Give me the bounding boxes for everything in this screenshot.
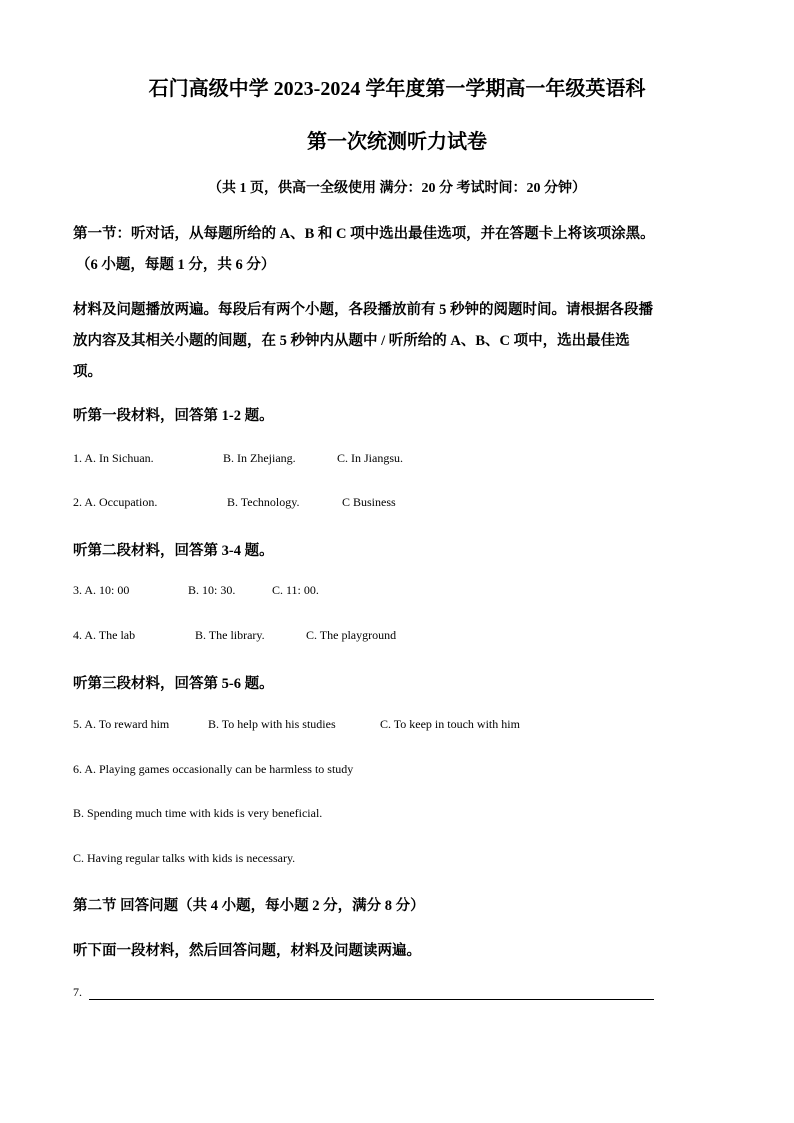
exam-title-line2: 第一次统测听力试卷: [307, 131, 487, 153]
q5-option-a: 5. A. To reward him: [73, 717, 170, 731]
q1-option-b: B. In Zhejiang.: [223, 451, 296, 465]
q3-option-a: 3. A. 10: 00: [73, 583, 130, 597]
q7-answer-line: [89, 999, 654, 1000]
q5-option-c: C. To keep in touch with him: [380, 717, 520, 731]
section2-heading: 第二节 回答问题（共 4 小题，每小题 2 分，满分 8 分）: [73, 898, 425, 914]
section1-instruction: 第一节：听对话，从每题所给的 A、B 和 C 项中选出最佳选项，并在答题卡上将该项涂黑。: [73, 226, 655, 242]
q7-label: 7.: [73, 985, 82, 999]
q6-option-c-text: C. Having regular talks with kids is necessary.: [73, 851, 296, 865]
section1-scoring: （6 小题，每题 1 分，共 6 分）: [76, 257, 276, 273]
part3-heading: 听第三段材料，回答第 5-6 题。: [73, 676, 274, 692]
exam-subtitle: （共 1 页，供高一全级使用 满分：20 分 考试时间：20 分钟）: [208, 181, 586, 196]
section2-instruction: 听下面一段材料，然后回答问题，材料及问题读两遍。: [73, 943, 421, 959]
q1-option-a: 1. A. In Sichuan.: [73, 451, 154, 465]
section1-note-line1: 材料及问题播放两遍。每段后有两个小题，各段播放前有 5 秒钟的阅题时间。请根据各段播: [73, 302, 653, 318]
q4-option-b: B. The library.: [195, 628, 265, 642]
section1-note-line3: 项。: [73, 364, 102, 380]
q3-option-c: C. 11: 00.: [272, 583, 319, 597]
part2-heading: 听第二段材料，回答第 3-4 题。: [73, 543, 274, 559]
part1-heading: 听第一段材料，回答第 1-2 题。: [73, 408, 274, 424]
section1-note-line2: 放内容及其相关小题的间题，在 5 秒钟内从题中 / 听所给的 A、B、C 项中，选出最佳选: [73, 333, 630, 349]
q2-option-a: 2. A. Occupation.: [73, 495, 158, 509]
q4-option-c: C. The playground: [306, 628, 397, 642]
q6-option-a-text: 6. A. Playing games occasionally can be harmless to study: [73, 762, 354, 776]
q4-option-a: 4. A. The lab: [73, 628, 136, 642]
q2-option-c: C Business: [342, 495, 396, 509]
q5-option-b: B. To help with his studies: [208, 717, 336, 731]
q1-option-c: C. In Jiangsu.: [337, 451, 403, 465]
q6-option-b-text: B. Spending much time with kids is very beneficial.: [73, 806, 323, 820]
q3-option-b: B. 10: 30.: [188, 583, 236, 597]
exam-title-line1: 石门高级中学 2023-2024 学年度第一学期高一年级英语科: [148, 78, 646, 100]
q2-option-b: B. Technology.: [227, 495, 300, 509]
